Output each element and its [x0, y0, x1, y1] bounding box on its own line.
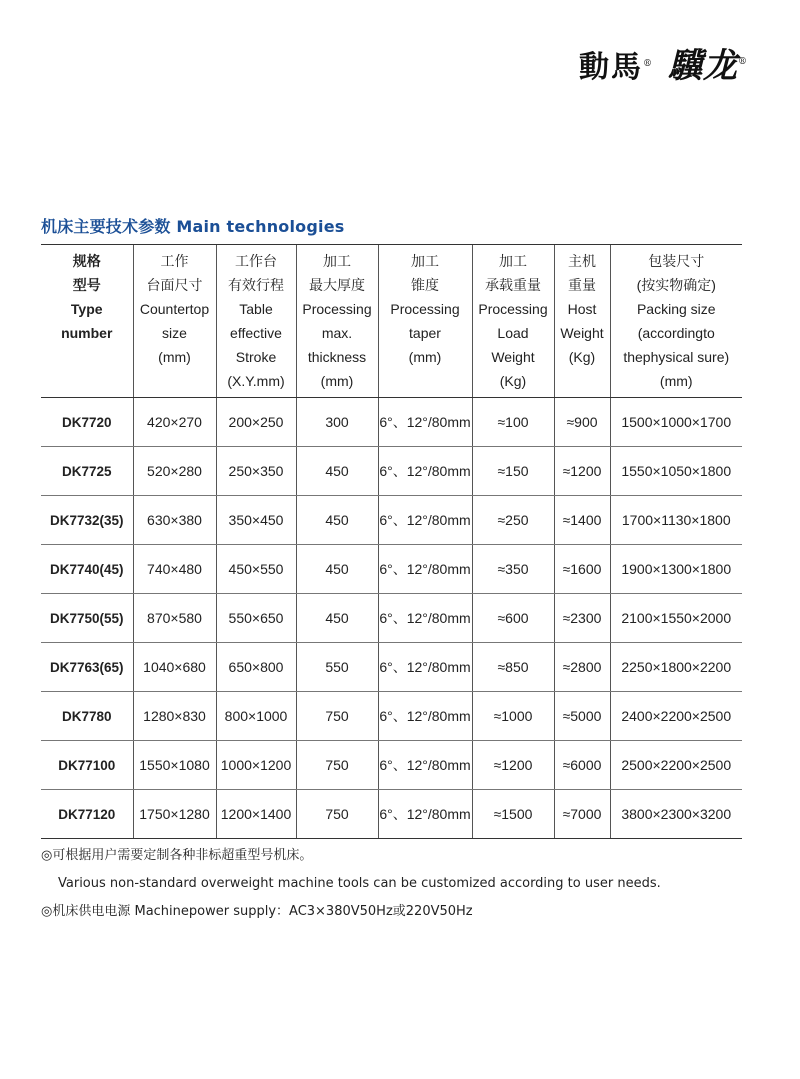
model-cell: DK7740(45)	[41, 545, 133, 594]
table-cell: ≈5000	[554, 692, 610, 741]
note-power-supply: ◎机床供电电源 Machinepower supply：AC3×380V50Hz或220V50Hz	[41, 904, 473, 919]
spec-table	[41, 244, 742, 839]
header-line: Processing	[478, 301, 548, 317]
model-cell: DK7720	[41, 398, 133, 447]
table-cell: 750	[296, 790, 378, 839]
table-cell: ≈1600	[554, 545, 610, 594]
table-cell: ≈250	[472, 496, 554, 545]
table-cell: 1900×1300×1800	[610, 545, 742, 594]
column-header	[296, 245, 378, 398]
table-cell: 520×280	[133, 447, 216, 496]
table-cell: 6°、12°/80mm	[378, 594, 472, 643]
table-cell: 1550×1050×1800	[610, 447, 742, 496]
table-cell: ≈150	[472, 447, 554, 496]
header-line: (mm)	[659, 373, 693, 389]
table-cell: 420×270	[133, 398, 216, 447]
table-cell: 650×800	[216, 643, 296, 692]
table-cell: 6°、12°/80mm	[378, 496, 472, 545]
table-cell: ≈2300	[554, 594, 610, 643]
table-body	[41, 398, 742, 839]
header-line: Stroke	[235, 349, 277, 365]
table-row	[41, 398, 742, 447]
header-line: 加工	[411, 253, 439, 269]
notes	[41, 842, 661, 926]
table-cell: 750	[296, 741, 378, 790]
header-line: Table	[239, 301, 273, 317]
column-header	[216, 245, 296, 398]
table-cell: 1500×1000×1700	[610, 398, 742, 447]
header-line: Load	[497, 325, 529, 341]
table-cell: ≈2800	[554, 643, 610, 692]
table-cell: 3800×2300×3200	[610, 790, 742, 839]
table-cell: 630×380	[133, 496, 216, 545]
header-line: Packing size	[636, 301, 716, 317]
header-line: max.	[321, 325, 353, 341]
table-cell: 800×1000	[216, 692, 296, 741]
table-cell: 6°、12°/80mm	[378, 741, 472, 790]
model-cell: DK7780	[41, 692, 133, 741]
header-line: thickness	[307, 349, 367, 365]
header-line: Processing	[390, 301, 460, 317]
table-cell: 300	[296, 398, 378, 447]
table-row	[41, 496, 742, 545]
header-line: 规格	[72, 253, 101, 269]
table-cell: 450	[296, 496, 378, 545]
header-line: (accordingto	[637, 325, 715, 341]
table-cell: 6°、12°/80mm	[378, 447, 472, 496]
table-cell: 6°、12°/80mm	[378, 790, 472, 839]
table-cell: 1200×1400	[216, 790, 296, 839]
table-cell: 1000×1200	[216, 741, 296, 790]
header-line: size	[162, 325, 187, 341]
header-line: (Kg)	[568, 349, 596, 365]
header-line: thephysical sure)	[623, 349, 730, 365]
brand-logo	[579, 44, 748, 86]
header-line: Weight	[491, 349, 535, 365]
table-cell: 1550×1080	[133, 741, 216, 790]
table-cell: 1040×680	[133, 643, 216, 692]
table-cell: 200×250	[216, 398, 296, 447]
column-header	[554, 245, 610, 398]
header-line: 主机	[568, 253, 596, 269]
header-line: (mm)	[320, 373, 354, 389]
table-cell: 1700×1130×1800	[610, 496, 742, 545]
table-cell: 250×350	[216, 447, 296, 496]
header-line: Type	[70, 301, 103, 317]
table-cell: 1280×830	[133, 692, 216, 741]
header-line: 型号	[72, 277, 101, 293]
table-cell: 450×550	[216, 545, 296, 594]
table-cell: 6°、12°/80mm	[378, 398, 472, 447]
column-header	[610, 245, 742, 398]
column-header	[133, 245, 216, 398]
table-cell: 2250×1800×2200	[610, 643, 742, 692]
column-header	[472, 245, 554, 398]
model-cell: DK7732(35)	[41, 496, 133, 545]
table-row	[41, 692, 742, 741]
table-row	[41, 447, 742, 496]
table-row	[41, 741, 742, 790]
header-line: (按实物确定)	[636, 277, 716, 293]
header-line: 加工	[499, 253, 527, 269]
table-cell: ≈900	[554, 398, 610, 447]
header-line: 工作台	[235, 253, 277, 269]
header-line: 重量	[568, 277, 596, 293]
header-line: 加工	[323, 253, 351, 269]
model-cell: DK7763(65)	[41, 643, 133, 692]
model-cell: DK77100	[41, 741, 133, 790]
brand-logo-part-1: 動馬®	[579, 50, 654, 85]
column-header	[378, 245, 472, 398]
table-cell: 450	[296, 594, 378, 643]
model-cell: DK77120	[41, 790, 133, 839]
table-row	[41, 643, 742, 692]
header-line: number	[61, 325, 113, 341]
table-row	[41, 790, 742, 839]
table-cell: 550×650	[216, 594, 296, 643]
table-cell: ≈6000	[554, 741, 610, 790]
header-line: 锥度	[411, 277, 439, 293]
table-row	[41, 545, 742, 594]
column-header	[41, 245, 133, 398]
table-cell: 870×580	[133, 594, 216, 643]
table-cell: 2100×1550×2000	[610, 594, 742, 643]
table-cell: 2500×2200×2500	[610, 741, 742, 790]
table-cell: ≈1400	[554, 496, 610, 545]
table-row	[41, 594, 742, 643]
table-cell: 550	[296, 643, 378, 692]
table-cell: 6°、12°/80mm	[378, 643, 472, 692]
table-cell: 2400×2200×2500	[610, 692, 742, 741]
header-line: 有效行程	[228, 277, 284, 293]
model-cell: DK7725	[41, 447, 133, 496]
header-line: 工作	[160, 253, 189, 269]
table-cell: 6°、12°/80mm	[378, 545, 472, 594]
header-line: 包装尺寸	[648, 253, 705, 269]
table-cell: ≈600	[472, 594, 554, 643]
table-cell: 1750×1280	[133, 790, 216, 839]
table-cell: 6°、12°/80mm	[378, 692, 472, 741]
table-cell: ≈100	[472, 398, 554, 447]
header-line: Processing	[302, 301, 372, 317]
header-line: taper	[409, 325, 441, 341]
header-line: effective	[230, 325, 282, 341]
note-custom-en: Various non-standard overweight machine tools can be customized according to user needs.	[58, 876, 661, 891]
header-line: (X.Y.mm)	[227, 373, 285, 389]
note-custom-cn: ◎可根据用户需要定制各种非标超重型号机床。	[41, 848, 313, 863]
header-line: (mm)	[408, 349, 442, 365]
table-cell: ≈1200	[554, 447, 610, 496]
brand-logo-part-2: 驥龙®	[668, 46, 748, 86]
table-cell: 350×450	[216, 496, 296, 545]
table-cell: 740×480	[133, 545, 216, 594]
model-cell: DK7750(55)	[41, 594, 133, 643]
table-cell: ≈7000	[554, 790, 610, 839]
header-line: 台面尺寸	[146, 277, 203, 293]
header-line: (mm)	[158, 349, 191, 365]
table-cell: ≈850	[472, 643, 554, 692]
table-cell: ≈350	[472, 545, 554, 594]
section-title: 机床主要技术参数 Main technologies	[41, 217, 345, 236]
header-line: Host	[567, 301, 597, 317]
table-cell: 450	[296, 545, 378, 594]
header-line: 承载重量	[485, 277, 541, 293]
header-line: (Kg)	[499, 373, 527, 389]
table-cell: ≈1000	[472, 692, 554, 741]
table-cell: ≈1500	[472, 790, 554, 839]
header-line: 最大厚度	[309, 277, 365, 293]
header-line: Weight	[560, 325, 604, 341]
table-cell: 450	[296, 447, 378, 496]
header-line: Countertop	[139, 301, 210, 317]
table-cell: ≈1200	[472, 741, 554, 790]
table-header-row	[41, 245, 742, 398]
table-cell: 750	[296, 692, 378, 741]
